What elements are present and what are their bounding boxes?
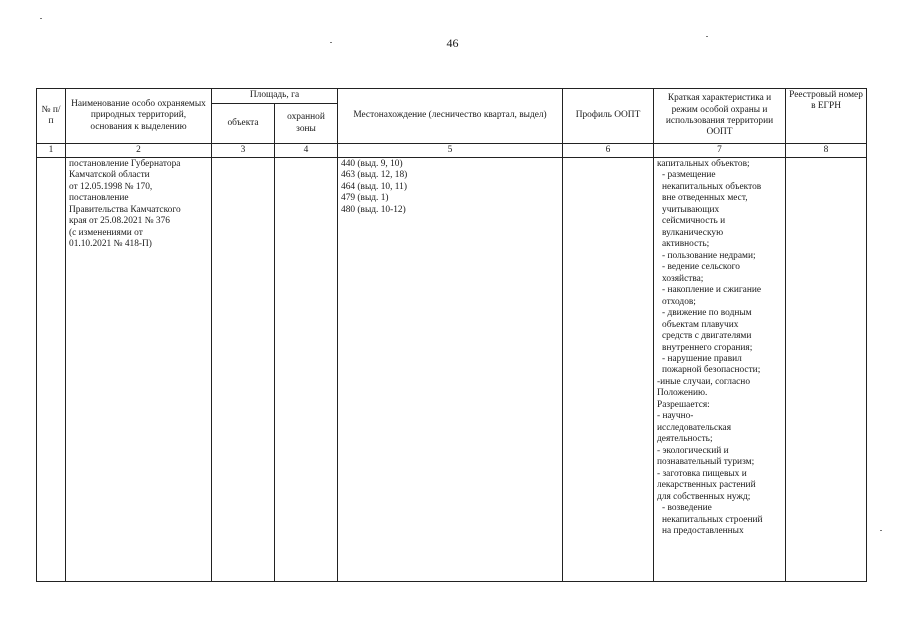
location-line: 440 (выд. 9, 10): [341, 159, 403, 169]
header-col-area: Площадь, га: [212, 89, 338, 104]
description-line: - научно-: [657, 411, 694, 422]
description-line: исследовательская: [657, 422, 732, 433]
cell-location: [338, 158, 563, 582]
description-line: хозяйства;: [662, 273, 704, 284]
name-basis-line: Камчатской области: [69, 170, 150, 181]
name-basis-line: постановление: [69, 193, 129, 204]
registry-table: [36, 88, 867, 582]
column-number: 5: [338, 144, 563, 158]
column-number: 6: [563, 144, 654, 158]
description-line: - ведение сельского: [662, 262, 740, 273]
description-line: - экологический и: [657, 445, 729, 456]
cell-description: [654, 158, 786, 582]
description-line: - нарушение правил: [662, 353, 742, 364]
description-line: объектам плавучих: [662, 319, 739, 330]
header-col-area-object: объекта: [212, 104, 275, 144]
scan-speck: [880, 530, 882, 531]
description-line: - заготовка пищевых и: [657, 468, 747, 479]
column-number: 2: [66, 144, 212, 158]
description-line: внутреннего сгорания;: [662, 342, 753, 353]
cell-num: [37, 158, 66, 582]
table-row: [37, 158, 867, 582]
description-line: для собственных нужд;: [657, 491, 751, 502]
name-basis-line: постановление Губернатора: [69, 159, 181, 169]
description-line: капитальных объектов;: [657, 159, 750, 169]
header-col-name: Наименование особо охраняемых природных территорий, основания к выделению: [66, 89, 212, 144]
description-line: средств с двигателями: [662, 331, 752, 342]
description-line: некапитальных объектов: [662, 181, 762, 192]
description-line: - пользование недрами;: [662, 250, 756, 261]
cell-area-buffer: [275, 158, 338, 582]
header-col-profile: Профиль ООПТ: [563, 89, 654, 144]
description-line: познавательный туризм;: [657, 457, 755, 468]
description-line: отходов;: [662, 296, 696, 307]
column-number: 7: [654, 144, 786, 158]
column-number: 1: [37, 144, 66, 158]
description-line: учитывающих: [662, 204, 720, 215]
cell-name-basis: [66, 158, 212, 582]
header-col-registry: Реестровый номер в ЕГРН: [786, 89, 867, 144]
description-line: лекарственных растений: [657, 480, 756, 491]
location-line: 464 (выд. 10, 11): [341, 181, 407, 192]
description-line: сейсмичность и: [662, 216, 726, 227]
header-col-area-buffer: охранной зоны: [275, 104, 338, 144]
description-line: некапитальных строений: [662, 514, 763, 525]
column-number: 8: [786, 144, 867, 158]
name-basis-line: от 12.05.1998 № 170,: [69, 181, 153, 192]
scan-speck: [330, 42, 332, 43]
header-col-location: Местонахождение (лесничество квартал, выдел): [338, 89, 563, 144]
cell-profile: [563, 158, 654, 582]
description-line: -иные случаи, согласно: [657, 376, 751, 387]
description-line: на предоставленных: [662, 526, 744, 536]
location-line: 463 (выд. 12, 18): [341, 170, 408, 181]
description-line: - движение по водным: [662, 308, 752, 319]
description-line: - накопление и сжигание: [662, 285, 762, 296]
description-line: - размещение: [662, 170, 716, 181]
description-line: - возведение: [662, 503, 712, 514]
location-line: 480 (выд. 10-12): [341, 204, 406, 215]
description-line: вулканическую: [662, 227, 724, 238]
description-line: пожарной безопасности;: [662, 365, 761, 376]
name-basis-line: края от 25.08.2021 № 376: [69, 216, 170, 227]
header-col-num: № п/п: [37, 89, 66, 144]
table-header-row: [37, 89, 867, 104]
cell-registry: [786, 158, 867, 582]
name-basis-line: (с изменениями от: [69, 227, 143, 238]
description-line: вне отведенных мест,: [662, 193, 748, 204]
name-basis-line: Правительства Камчатского: [69, 204, 181, 215]
scan-speck: [706, 36, 708, 37]
column-number-row: [37, 144, 867, 158]
description-line: деятельность;: [657, 434, 713, 445]
description-line: активность;: [662, 239, 710, 250]
description-line: Положению.: [657, 388, 708, 399]
page-number: 46: [446, 36, 459, 50]
cell-area-object: [212, 158, 275, 582]
column-number: 3: [212, 144, 275, 158]
header-col-description: Краткая характеристика и режим особой охраны и использования территории ООПТ: [654, 89, 786, 144]
description-line: Разрешается:: [657, 399, 710, 410]
location-line: 479 (выд. 1): [341, 193, 389, 204]
column-number: 4: [275, 144, 338, 158]
scan-speck: [40, 18, 42, 19]
name-basis-line: 01.10.2021 № 418-П): [69, 239, 152, 250]
